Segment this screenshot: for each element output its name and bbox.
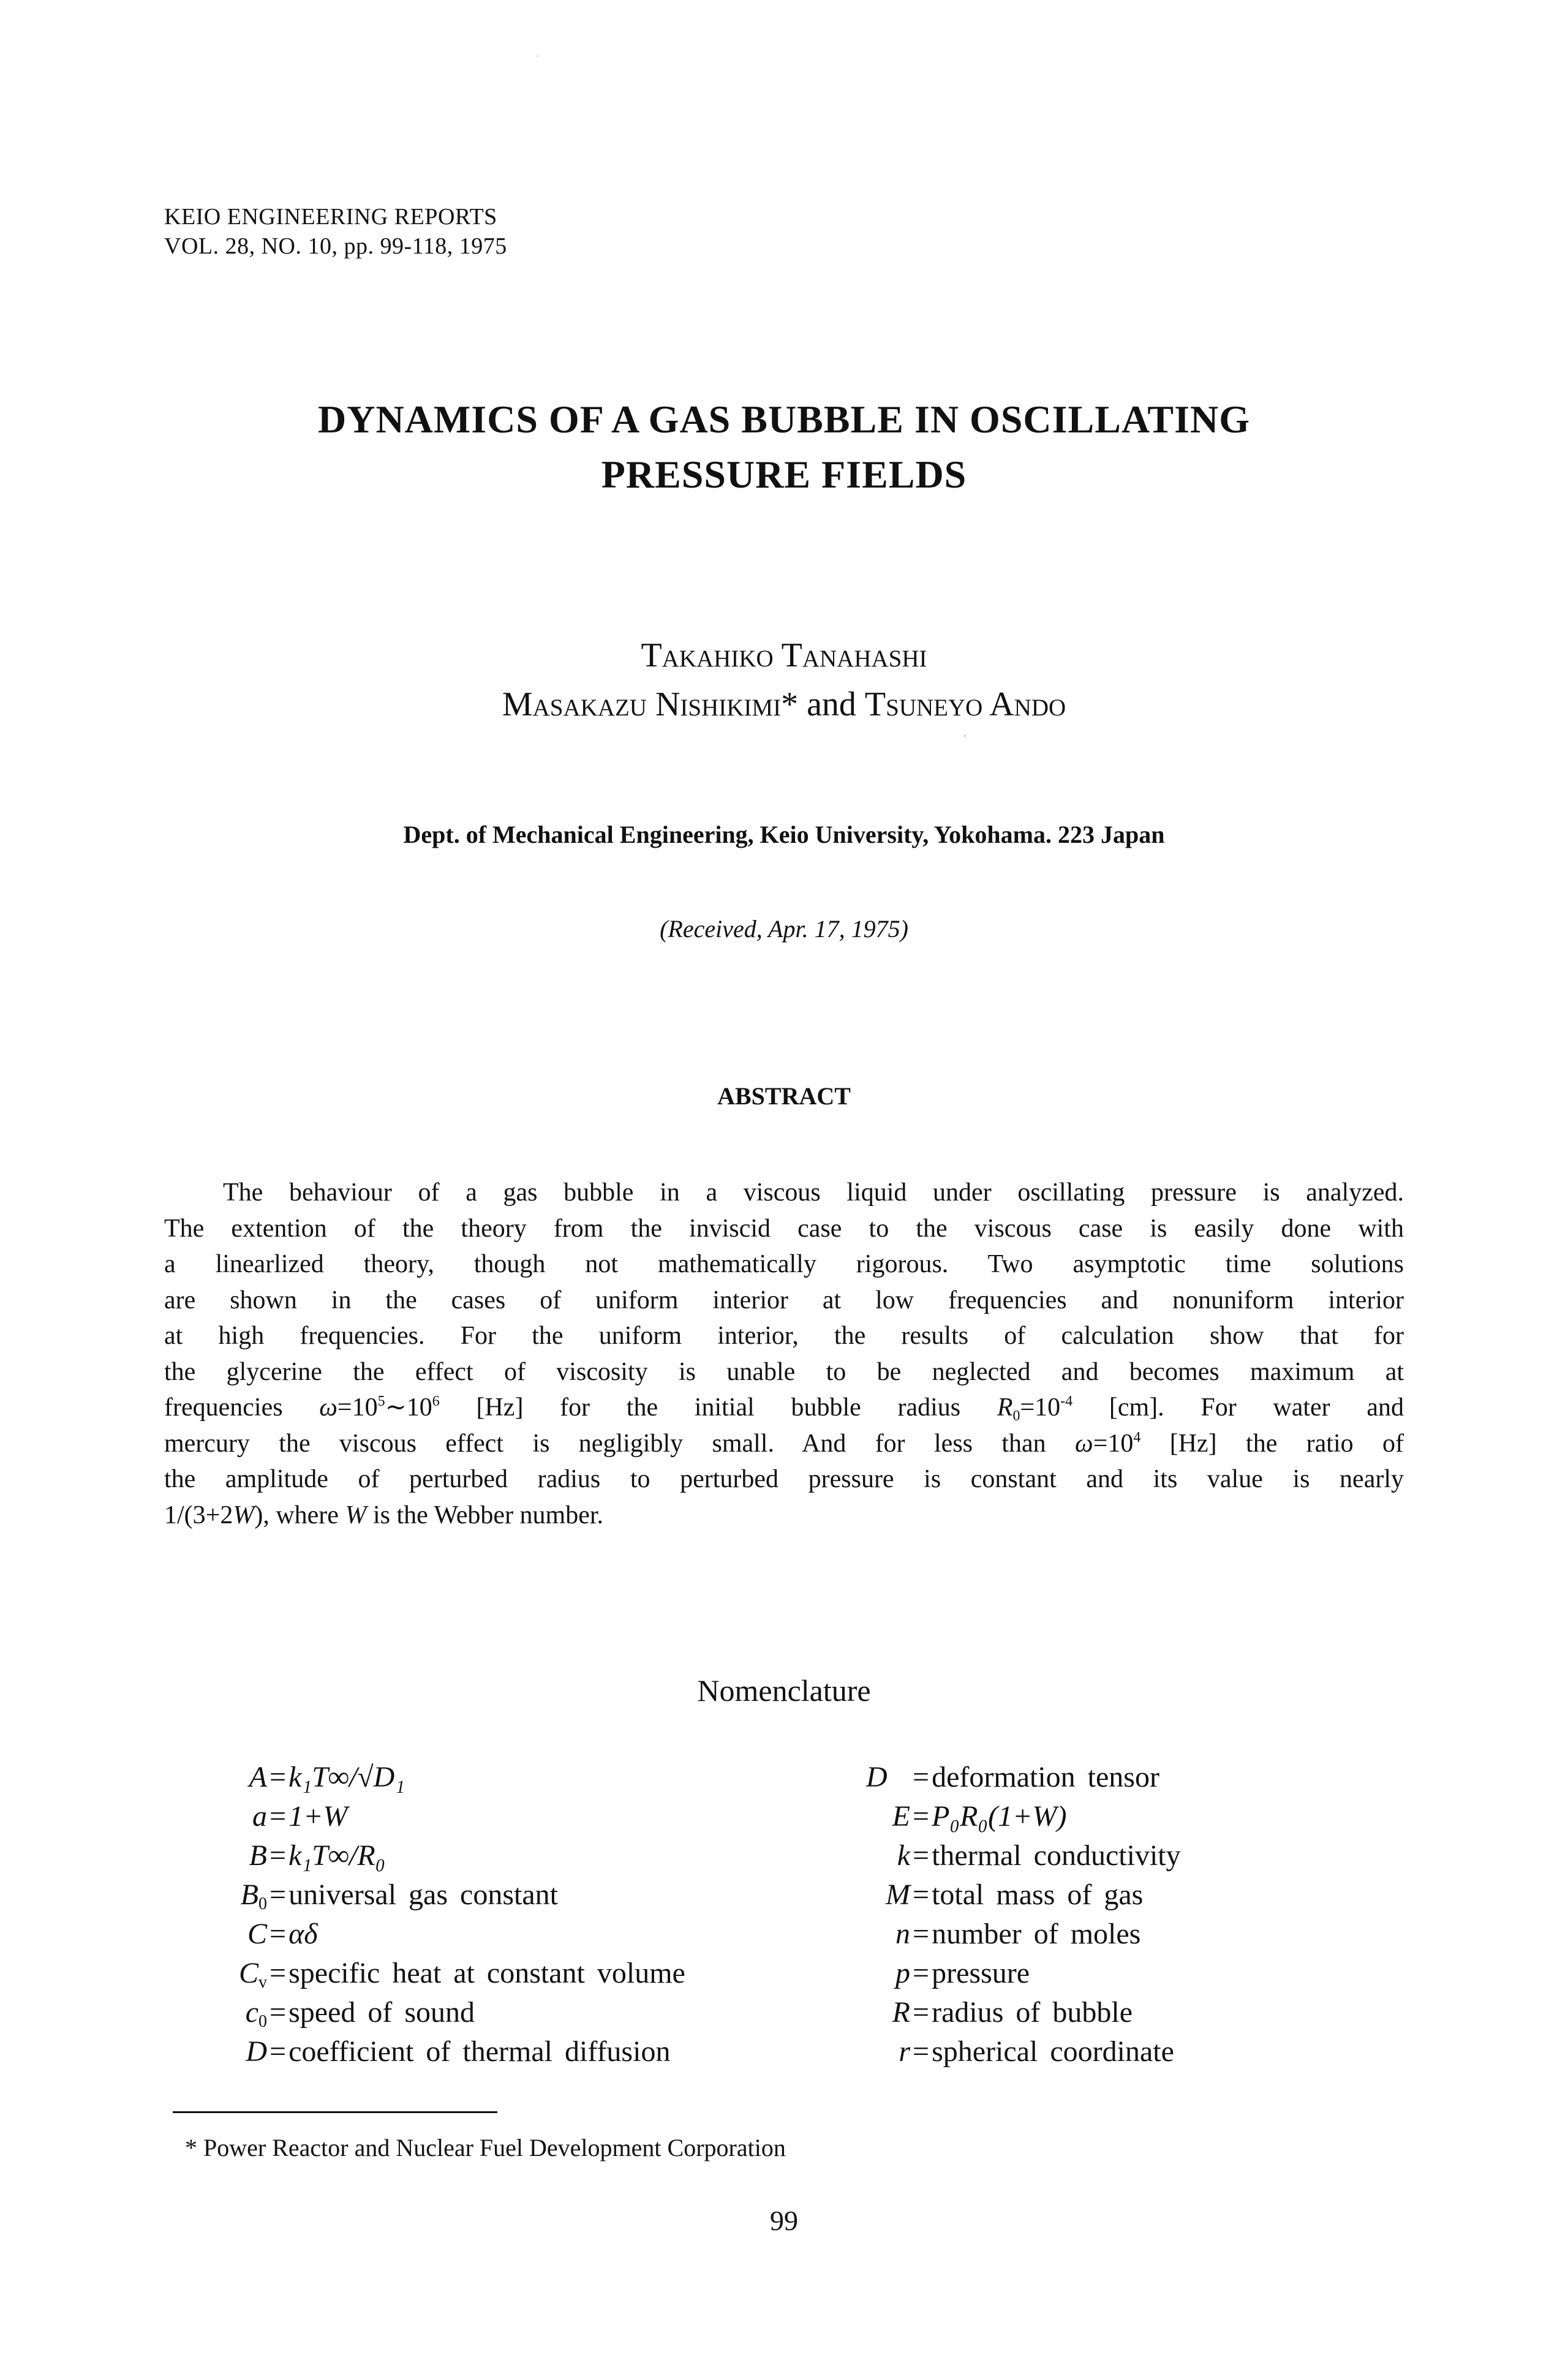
journal-header bbox=[164, 202, 507, 261]
symbol-text: B bbox=[249, 1839, 267, 1872]
received-date: (Received, Apr. 17, 1975) bbox=[660, 915, 908, 943]
nomenclature-entry bbox=[851, 1954, 1181, 1993]
nomenclature-entry bbox=[208, 2032, 685, 2071]
equals-sign: = bbox=[913, 2035, 930, 2068]
nom-definition: universal gas constant bbox=[288, 1879, 558, 1911]
nom-symbol bbox=[208, 1797, 267, 1836]
symbol-subscript: 0 bbox=[258, 2012, 267, 2031]
symbol-text: A bbox=[249, 1761, 267, 1793]
equals-sign: = bbox=[270, 1839, 287, 1872]
abstract-line: a linearlized theory, though not mathematically rigorous. Two asymptotic time solutions bbox=[164, 1250, 1404, 1278]
abstract-line: are shown in the cases of uniform interior at low frequencies and nonuniform interior bbox=[164, 1286, 1404, 1314]
webber-symbol: W bbox=[233, 1501, 255, 1529]
symbol-text: D bbox=[246, 2035, 267, 2068]
nom-definition: radius of bubble bbox=[932, 1996, 1133, 2029]
symbol-text: D⃡ bbox=[866, 1761, 910, 1793]
text-run: ), where bbox=[254, 1501, 345, 1529]
exponent: 6 bbox=[432, 1393, 440, 1409]
equals-sign: = bbox=[270, 2035, 287, 2068]
nomenclature-entry bbox=[208, 1836, 685, 1875]
nom-symbol bbox=[208, 1954, 267, 1993]
symbol-text: B bbox=[240, 1879, 258, 1911]
nom-symbol bbox=[208, 1915, 267, 1954]
omega-symbol: ω bbox=[1075, 1429, 1093, 1458]
equals-sign: = bbox=[913, 1839, 930, 1872]
equals-sign: = bbox=[270, 1800, 287, 1833]
journal-name: KEIO ENGINEERING REPORTS bbox=[164, 204, 497, 230]
journal-citation: VOL. 28, NO. 10, pp. 99-118, 1975 bbox=[164, 233, 507, 259]
symbol-text: n bbox=[895, 1918, 910, 1950]
scan-speck bbox=[537, 55, 538, 57]
symbol-text: C bbox=[238, 1957, 258, 1989]
abstract-line: The extention of the theory from the inviscid case to the viscous case is easily done with bbox=[164, 1214, 1404, 1243]
text-run: mercury the viscous effect is negligibly small. And for less than bbox=[164, 1429, 1076, 1458]
text-run: =10 bbox=[1020, 1393, 1061, 1422]
nom-symbol bbox=[851, 1993, 910, 2032]
nom-definition: pressure bbox=[932, 1957, 1030, 1989]
abstract-line: at high frequencies. For the uniform interior, the results of calculation show that for bbox=[164, 1322, 1404, 1350]
nom-definition: specific heat at constant volume bbox=[288, 1957, 685, 1989]
nomenclature-entry bbox=[851, 1797, 1181, 1836]
symbol-text: k bbox=[897, 1839, 910, 1872]
footnote: * Power Reactor and Nuclear Fuel Development Corporation bbox=[185, 2134, 786, 2161]
nomenclature-entry bbox=[851, 1993, 1181, 2032]
symbol-text: a bbox=[252, 1800, 267, 1833]
nom-symbol bbox=[208, 1875, 267, 1915]
nomenclature-entry bbox=[208, 1797, 685, 1836]
nom-symbol bbox=[851, 1875, 910, 1915]
nom-symbol bbox=[208, 1758, 267, 1797]
nom-symbol bbox=[208, 1836, 267, 1875]
nomenclature-entry bbox=[851, 1836, 1181, 1875]
symbol-text: C bbox=[247, 1918, 267, 1950]
exponent: 4 bbox=[1133, 1429, 1141, 1445]
symbol-text: c bbox=[245, 1996, 258, 2029]
nom-symbol bbox=[851, 1836, 910, 1875]
nomenclature-entry bbox=[851, 2032, 1181, 2071]
symbol-subscript: 0 bbox=[258, 1894, 267, 1913]
subscript: 0 bbox=[1012, 1408, 1020, 1424]
nomenclature-right-column bbox=[851, 1758, 1181, 2071]
text-run: is the Webber number. bbox=[366, 1501, 604, 1529]
footnote-divider bbox=[173, 2111, 497, 2113]
nom-definition: thermal conductivity bbox=[932, 1839, 1181, 1872]
abstract-heading: ABSTRACT bbox=[717, 1082, 851, 1110]
nom-definition: number of moles bbox=[932, 1918, 1141, 1950]
nom-definition: spherical coordinate bbox=[932, 2035, 1174, 2068]
affiliation: Dept. of Mechanical Engineering, Keio University, Yokohama. 223 Japan bbox=[403, 821, 1165, 848]
nom-definition: k₁T∞/√D₁ bbox=[288, 1761, 405, 1793]
scan-speck bbox=[964, 735, 966, 737]
abstract-line bbox=[164, 1390, 1404, 1426]
nom-definition: 1+W bbox=[288, 1800, 348, 1833]
text-run: ∼10 bbox=[385, 1393, 432, 1422]
equals-sign: = bbox=[270, 1957, 287, 1989]
author-line-1: Takahiko Tanahashi bbox=[641, 636, 927, 674]
equals-sign: = bbox=[913, 1996, 930, 2029]
abstract-line bbox=[164, 1426, 1404, 1462]
author-nishikimi: Masakazu Nishikimi bbox=[502, 685, 782, 723]
nomenclature-entry bbox=[208, 1758, 685, 1797]
nomenclature-entry bbox=[851, 1875, 1181, 1915]
nomenclature-left-column bbox=[208, 1758, 685, 2071]
text-run: 1/(3+2 bbox=[164, 1501, 233, 1529]
paper-title bbox=[0, 392, 1568, 502]
nomenclature-entry bbox=[851, 1758, 1181, 1797]
equals-sign: = bbox=[913, 1879, 930, 1911]
abstract-body bbox=[164, 1175, 1404, 1533]
symbol-text: M bbox=[886, 1879, 910, 1911]
abstract-line: the amplitude of perturbed radius to perturbed pressure is constant and its value is nearly bbox=[164, 1465, 1404, 1493]
nom-symbol bbox=[208, 2032, 267, 2071]
equals-sign: = bbox=[913, 1918, 930, 1950]
nom-definition: speed of sound bbox=[288, 1996, 475, 2029]
author-ando: Tsuneyo Ando bbox=[864, 685, 1066, 723]
text-run: =10 bbox=[337, 1393, 378, 1422]
nom-definition: coefficient of thermal diffusion bbox=[288, 2035, 671, 2068]
nomenclature-heading: Nomenclature bbox=[697, 1673, 871, 1708]
symbol-text: p bbox=[895, 1957, 910, 1989]
nom-definition: P₀R₀(1+W) bbox=[932, 1800, 1067, 1833]
equals-sign: = bbox=[270, 1996, 287, 2029]
title-line-2: PRESSURE FIELDS bbox=[601, 453, 967, 496]
webber-symbol: W bbox=[345, 1501, 367, 1529]
text-run: =10 bbox=[1093, 1429, 1134, 1458]
nom-symbol bbox=[851, 1758, 910, 1797]
nomenclature-entry bbox=[208, 1875, 685, 1915]
nomenclature-entry bbox=[208, 1915, 685, 1954]
page-number: 99 bbox=[770, 2205, 798, 2236]
text-run: [cm]. For water and bbox=[1072, 1393, 1404, 1422]
radius-symbol: R bbox=[997, 1393, 1013, 1422]
exponent: -4 bbox=[1060, 1393, 1073, 1409]
nom-symbol bbox=[851, 1954, 910, 1993]
symbol-subscript: v bbox=[258, 1973, 267, 1992]
author-list bbox=[0, 631, 1568, 729]
abstract-line bbox=[164, 1498, 1404, 1534]
text-run: [Hz] the ratio of bbox=[1140, 1429, 1404, 1458]
nom-definition: k₁T∞/R₀ bbox=[288, 1839, 386, 1872]
equals-sign: = bbox=[270, 1879, 287, 1911]
equals-sign: = bbox=[270, 1761, 287, 1793]
text-run: frequencies bbox=[164, 1393, 320, 1422]
equals-sign: = bbox=[913, 1957, 930, 1989]
equals-sign: = bbox=[913, 1761, 930, 1793]
author-conjunction: and bbox=[798, 685, 865, 723]
nom-definition: total mass of gas bbox=[932, 1879, 1144, 1911]
title-line-1: DYNAMICS OF A GAS BUBBLE IN OSCILLATING bbox=[318, 398, 1250, 441]
abstract-line: the glycerine the effect of viscosity is unable to be neglected and becomes maximum at bbox=[164, 1357, 1404, 1386]
nom-definition: deformation tensor bbox=[932, 1761, 1159, 1793]
nom-symbol bbox=[208, 1993, 267, 2032]
omega-symbol: ω bbox=[319, 1393, 337, 1422]
nom-definition: αδ bbox=[288, 1918, 318, 1950]
equals-sign: = bbox=[270, 1918, 287, 1950]
symbol-text: R bbox=[892, 1996, 910, 2029]
symbol-text: E bbox=[892, 1800, 910, 1833]
symbol-text: r bbox=[899, 2035, 910, 2068]
nomenclature-entry bbox=[208, 1993, 685, 2032]
abstract-line: The behaviour of a gas bubble in a viscous liquid under oscillating pressure is analyzed. bbox=[223, 1178, 1404, 1207]
nomenclature-entry bbox=[851, 1915, 1181, 1954]
exponent: 5 bbox=[377, 1393, 385, 1409]
nom-symbol bbox=[851, 2032, 910, 2071]
nomenclature-entry bbox=[208, 1954, 685, 1993]
nom-symbol bbox=[851, 1797, 910, 1836]
footnote-marker: * bbox=[781, 685, 799, 723]
nom-symbol bbox=[851, 1915, 910, 1954]
text-run: [Hz] for the initial bubble radius bbox=[439, 1393, 997, 1422]
author-line-2 bbox=[0, 680, 1568, 729]
equals-sign: = bbox=[913, 1800, 930, 1833]
